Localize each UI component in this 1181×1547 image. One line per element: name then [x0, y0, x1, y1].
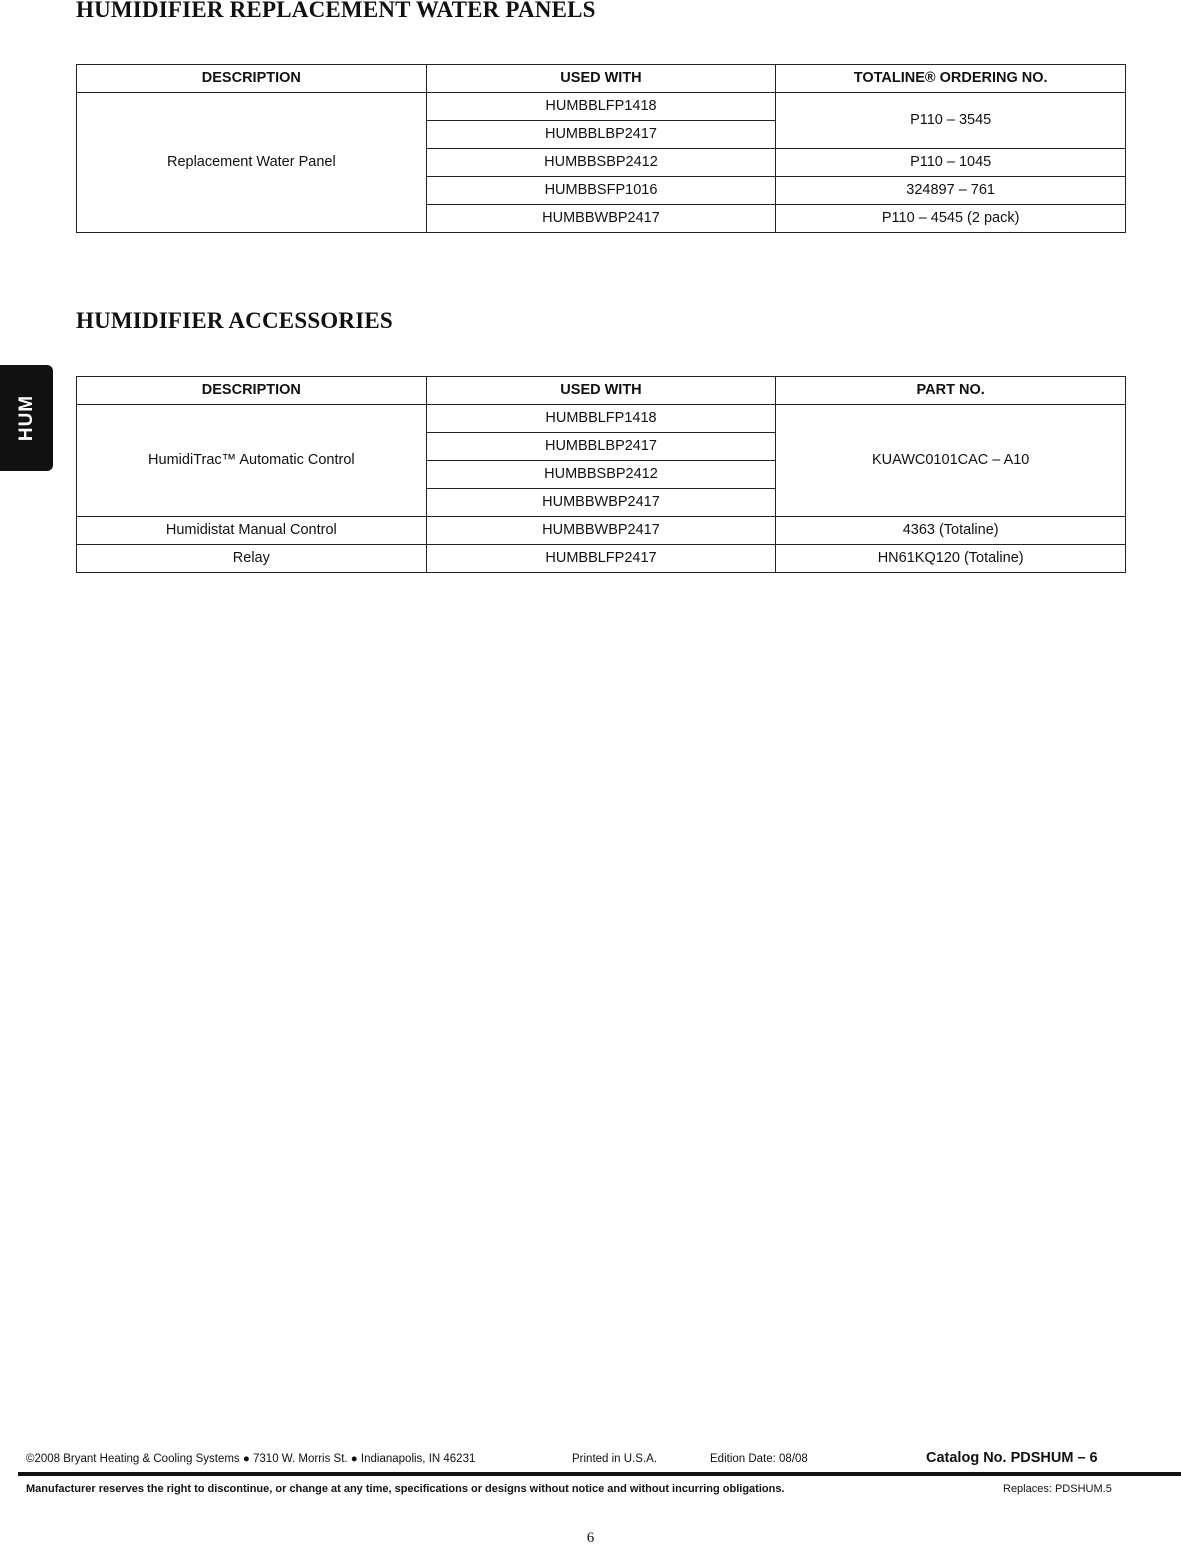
- footer-printed: Printed in U.S.A.: [572, 1453, 658, 1465]
- column-header: USED WITH: [426, 65, 776, 93]
- footer-copyright: ©2008 Bryant Heating & Cooling Systems ● 7310 W. Morris St. ● Indianapolis, IN 46231: [26, 1453, 476, 1465]
- section-title-water-panels: HUMIDIFIER REPLACEMENT WATER PANELS: [76, 0, 596, 22]
- description-cell: HumidiTrac™ Automatic Control: [77, 405, 427, 517]
- description-cell: Humidistat Manual Control: [77, 517, 427, 545]
- table-header-row: [77, 65, 1126, 93]
- footer-catalog-number: Catalog No. PDSHUM – 6: [926, 1450, 1098, 1466]
- used-with-cell: HUMBBLFP2417: [426, 545, 776, 573]
- footer-replaces: Replaces: PDSHUM.5: [1003, 1483, 1112, 1495]
- section-title-accessories: HUMIDIFIER ACCESSORIES: [76, 308, 393, 333]
- used-with-cell: HUMBBSBP2412: [426, 149, 776, 177]
- footer-edition: Edition Date: 08/08: [710, 1453, 808, 1465]
- page-number: 6: [586, 1530, 595, 1546]
- used-with-cell: HUMBBWBP2417: [426, 205, 776, 233]
- column-header: DESCRIPTION: [77, 377, 427, 405]
- part-no-cell: 4363 (Totaline): [776, 517, 1126, 545]
- used-with-cell: HUMBBLBP2417: [426, 433, 776, 461]
- ordering-no-cell: P110 – 3545: [776, 93, 1126, 149]
- used-with-cell: HUMBBLBP2417: [426, 121, 776, 149]
- column-header: PART NO.: [776, 377, 1126, 405]
- used-with-cell: HUMBBLFP1418: [426, 93, 776, 121]
- side-tab-label: HUM: [15, 394, 37, 442]
- water-panels-table: [76, 64, 1126, 233]
- footer-divider: [18, 1472, 1181, 1476]
- table-row: [77, 517, 1126, 545]
- used-with-cell: HUMBBWBP2417: [426, 489, 776, 517]
- used-with-cell: HUMBBSFP1016: [426, 177, 776, 205]
- column-header: TOTALINE® ORDERING NO.: [776, 65, 1126, 93]
- table-row: [77, 545, 1126, 573]
- ordering-no-cell: 324897 – 761: [776, 177, 1126, 205]
- accessories-table: [76, 376, 1126, 573]
- used-with-cell: HUMBBWBP2417: [426, 517, 776, 545]
- ordering-no-cell: P110 – 4545 (2 pack): [776, 205, 1126, 233]
- footer-disclaimer: Manufacturer reserves the right to discontinue, or change at any time, specifications or designs without notice and without incurring obligations.: [26, 1483, 785, 1495]
- description-cell: Replacement Water Panel: [77, 93, 427, 233]
- column-header: USED WITH: [426, 377, 776, 405]
- used-with-cell: HUMBBLFP1418: [426, 405, 776, 433]
- table-row: [77, 93, 1126, 121]
- section-side-tab: [0, 365, 53, 471]
- table-header-row: [77, 377, 1126, 405]
- part-no-cell: KUAWC0101CAC – A10: [776, 405, 1126, 517]
- ordering-no-cell: P110 – 1045: [776, 149, 1126, 177]
- description-cell: Relay: [77, 545, 427, 573]
- part-no-cell: HN61KQ120 (Totaline): [776, 545, 1126, 573]
- column-header: DESCRIPTION: [77, 65, 427, 93]
- used-with-cell: HUMBBSBP2412: [426, 461, 776, 489]
- table-row: [77, 405, 1126, 433]
